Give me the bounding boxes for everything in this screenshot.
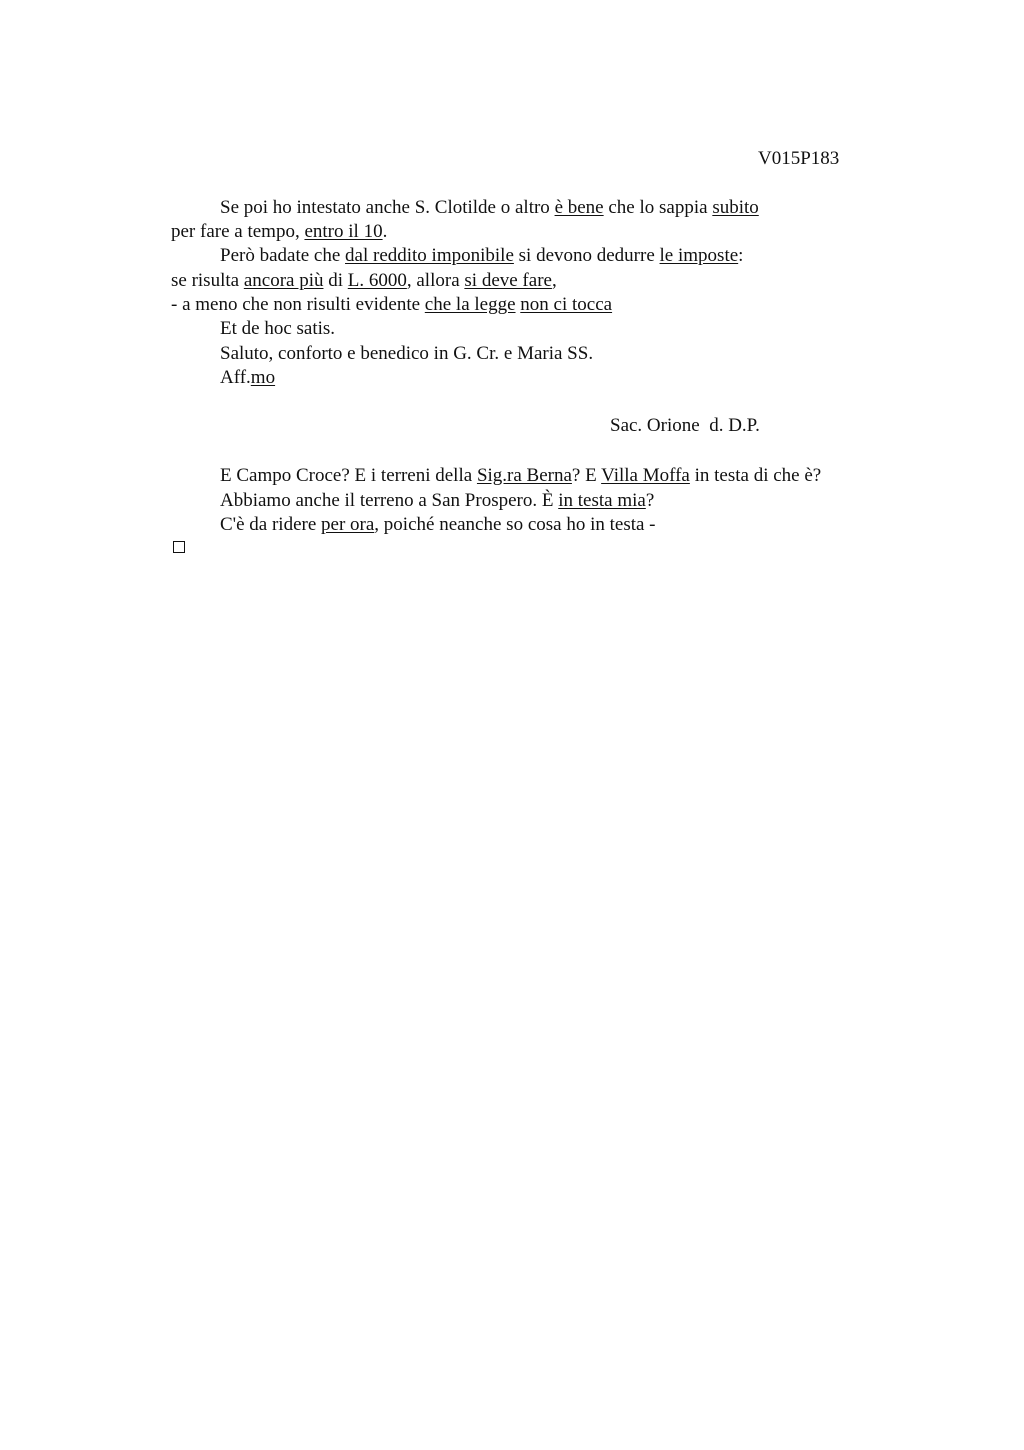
text-run: - a meno che non risulti evidente: [171, 294, 425, 315]
underlined-text: subito: [712, 197, 759, 218]
text-run: in testa di che è?: [689, 465, 822, 486]
text-run: Se poi ho intestato anche S. Clotilde o altro: [220, 197, 555, 218]
checkbox-mark-icon: [173, 541, 185, 553]
underlined-text: dal reddito imponibile: [345, 245, 514, 266]
text-run: per fare a tempo,: [171, 221, 305, 242]
text-run: , poiché neanche so cosa ho in testa -: [374, 514, 656, 535]
text-run: .: [382, 221, 388, 242]
text-run: E Campo Croce? E i terreni della: [220, 465, 477, 486]
underlined-text: non ci tocca: [520, 294, 613, 315]
text-run: se risulta: [171, 270, 244, 291]
underlined-text: ancora più: [243, 270, 324, 291]
signature: Sac. Orione d. D.P.: [610, 415, 760, 436]
text-run: Et de hoc satis.: [220, 318, 336, 339]
underlined-text: Sig.ra Berna: [476, 465, 572, 486]
text-line: [220, 366, 275, 390]
text-line: [220, 464, 821, 488]
underlined-text: Villa Moffa: [601, 465, 690, 486]
text-line: [220, 244, 743, 268]
text-run: ? E: [571, 465, 602, 486]
text-line: [171, 220, 387, 244]
page-id: V015P183: [758, 148, 840, 169]
text-run: che lo sappia: [603, 197, 713, 218]
underlined-text: è bene: [554, 197, 604, 218]
text-run: Saluto, conforto e benedico in G. Cr. e Maria SS.: [220, 343, 594, 364]
underlined-text: che la legge: [424, 294, 516, 315]
underlined-text: entro il 10: [304, 221, 383, 242]
text-run: di: [323, 270, 348, 291]
text-run: si devono dedurre: [513, 245, 660, 266]
text-run: C'è da ridere: [220, 514, 322, 535]
text-run: Però badate che: [220, 245, 346, 266]
text-line: [220, 513, 656, 537]
text-line: [220, 489, 654, 513]
text-run: Aff.: [220, 367, 251, 388]
text-line: [220, 342, 593, 366]
text-line: [220, 317, 335, 341]
text-run: , allora: [406, 270, 465, 291]
underlined-text: per ora: [321, 514, 375, 535]
underlined-text: mo: [250, 367, 276, 388]
underlined-text: le imposte: [659, 245, 739, 266]
text-line: [220, 196, 759, 220]
text-line: [171, 269, 557, 293]
underlined-text: L. 6000: [347, 270, 407, 291]
text-run: :: [738, 245, 744, 266]
text-run: Abbiamo anche il terreno a San Prospero. È: [220, 490, 559, 511]
text-run: ,: [551, 270, 557, 291]
underlined-text: si deve fare: [464, 270, 552, 291]
text-line: [171, 293, 612, 317]
underlined-text: in testa mia: [558, 490, 646, 511]
text-run: ?: [645, 490, 655, 511]
